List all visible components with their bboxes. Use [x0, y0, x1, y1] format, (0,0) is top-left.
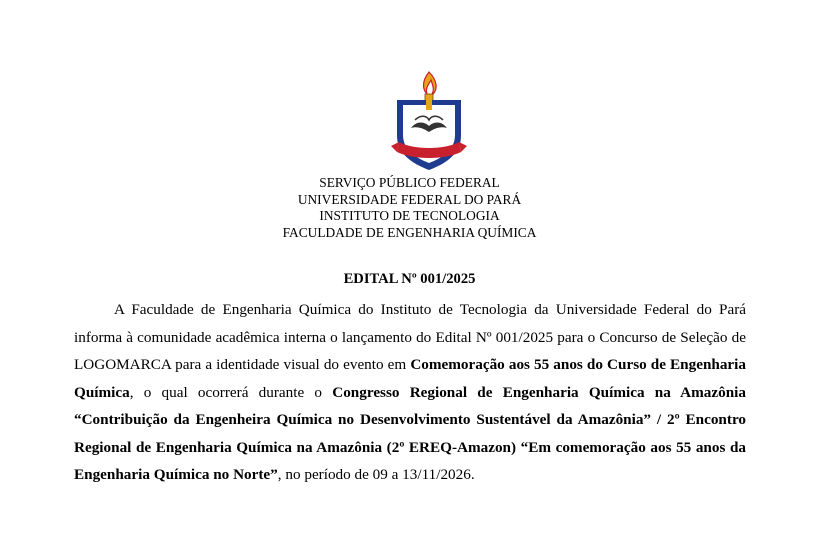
header-line-service: SERVIÇO PÚBLICO FEDERAL	[319, 175, 500, 190]
body-paragraph	[74, 296, 746, 489]
header-line-university: UNIVERSIDADE FEDERAL DO PARÁ	[297, 191, 522, 207]
body-text-part-3: , no período de 09 a 13/11/2026.	[277, 466, 475, 483]
body-bold-commemoration: Comemoração aos 55 anos do Curso de Engenharia Química	[74, 356, 746, 401]
header-line-faculty: FACULDADE DE ENGENHARIA QUÍMICA	[282, 224, 537, 240]
body-bold-congress: Congresso Regional de Engenharia Química na Amazônia “Contribuição da Engenheira Química no Desenvolvimento Sustentável da Amazônia” / 2º Encontro Regional de Engenharia Química na Amazônia (2º EREQ-Amazon) “Em comemoração aos 55 anos da Engenharia Química no Norte”	[74, 383, 746, 483]
header-line-institute: INSTITUTO DE TECNOLOGIA	[319, 208, 500, 223]
document-title: EDITAL Nº 001/2025	[343, 271, 476, 287]
body-text-part-1: A Faculdade de Engenharia Química do Instituto de Tecnologia da Universidade Federal do Pará informa à comunidade acadêmica interna o lançamento do Edital Nº 001/2025 para o Concurso de Seleção de LOGOMARCA para a identidade visual do evento em	[74, 301, 746, 373]
body-text-part-2: , o qual ocorrerá durante o	[129, 383, 333, 401]
institution-header	[0, 175, 819, 241]
university-seal-logo	[385, 70, 473, 174]
torch-flame-icon	[424, 72, 437, 96]
